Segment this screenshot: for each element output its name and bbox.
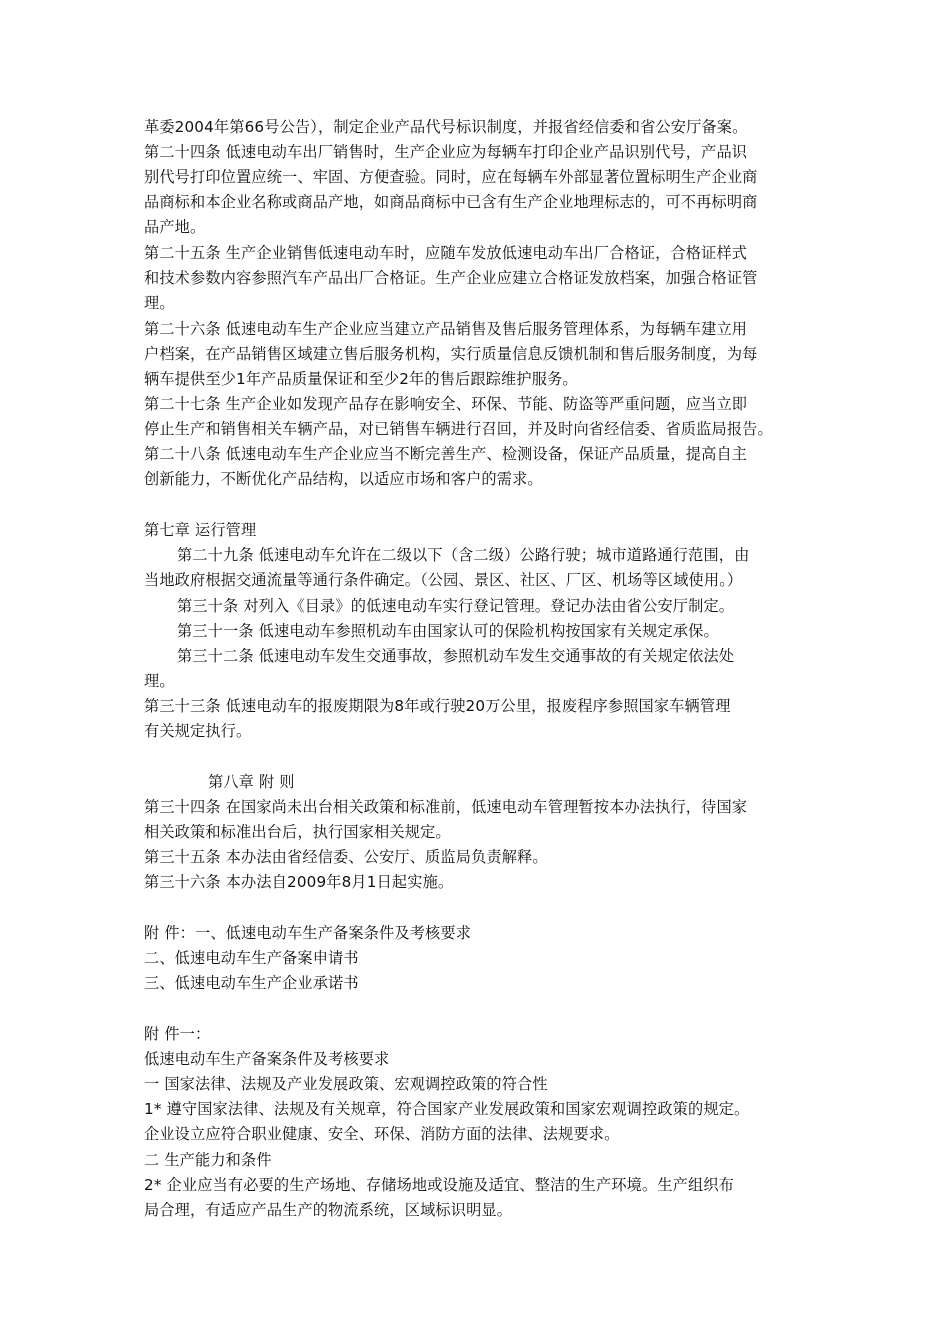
text-line: 品产地。 xyxy=(144,218,206,236)
article-32-heading: 第三十二条 低速电动车发生交通事故，参照机动车发生交通事故的有关规定依法处 xyxy=(177,647,735,665)
attachment-item: 二、低速电动车生产备案申请书 xyxy=(144,949,359,967)
requirement-item: 1* 遵守国家法律、法规及有关规章，符合国家产业发展政策和国家宏观调控政策的规定。 xyxy=(144,1100,750,1118)
text-line: 和技术参数内容参照汽车产品出厂合格证。生产企业应建立合格证发放档案，加强合格证管 xyxy=(144,269,758,287)
text-line: 户档案，在产品销售区域建立售后服务机构，实行质量信息反馈机制和售后服务制度，为每 xyxy=(144,345,758,363)
article-34-heading: 第三十四条 在国家尚未出台相关政策和标准前，低速电动车管理暂按本办法执行，待国家 xyxy=(144,798,748,816)
article-26-heading: 第二十六条 低速电动车生产企业应当建立产品销售及售后服务管理体系，为每辆车建立用 xyxy=(144,320,748,338)
text-line: 企业设立应符合职业健康、安全、环保、消防方面的法律、法规要求。 xyxy=(144,1125,620,1143)
article-31-heading: 第三十一条 低速电动车参照机动车由国家认可的保险机构按国家有关规定承保。 xyxy=(177,622,719,640)
article-29-heading: 第二十九条 低速电动车允许在二级以下（含二级）公路行驶；城市道路通行范围，由 xyxy=(177,546,750,564)
text-line: 理。 xyxy=(144,294,175,312)
text-line: 停止生产和销售相关车辆产品，对已销售车辆进行召回，并及时向省经信委、省质监局报告。 xyxy=(144,420,773,438)
article-27-heading: 第二十七条 生产企业如发现产品存在影响安全、环保、节能、防盗等严重问题，应当立即 xyxy=(144,395,748,413)
text-line: 辆车提供至少1年产品质量保证和至少2年的售后跟踪维护服务。 xyxy=(144,370,578,388)
text-line: 创新能力，不断优化产品结构，以适应市场和客户的需求。 xyxy=(144,470,543,488)
text-line: 品商标和本企业名称或商品产地，如商品商标中已含有生产企业地理标志的，可不再标明商 xyxy=(144,193,758,211)
text-line: 有关规定执行。 xyxy=(144,722,252,740)
article-28-heading: 第二十八条 低速电动车生产企业应当不断完善生产、检测设备，保证产品质量，提高自主 xyxy=(144,445,748,463)
article-24-heading: 第二十四条 低速电动车出厂销售时，生产企业应为每辆车打印企业产品识别代号，产品识 xyxy=(144,143,748,161)
attachment-1-heading: 附 件一： xyxy=(144,1025,211,1043)
text-line: 当地政府根据交通流量等通行条件确定。（公园、景区、社区、厂区、机场等区域使用。） xyxy=(144,571,743,589)
attachment-item: 三、低速电动车生产企业承诺书 xyxy=(144,974,359,992)
article-30-heading: 第三十条 对列入《目录》的低速电动车实行登记管理。登记办法由省公安厅制定。 xyxy=(177,597,735,615)
attachments-list-heading: 附 件：一、低速电动车生产备案条件及考核要求 xyxy=(144,924,472,942)
section-2-heading: 二 生产能力和条件 xyxy=(144,1151,272,1169)
article-25-heading: 第二十五条 生产企业销售低速电动车时，应随车发放低速电动车出厂合格证，合格证样式 xyxy=(144,244,748,262)
requirement-item: 2* 企业应当有必要的生产场地、存储场地或设施及适宜、整洁的生产环境。生产组织布 xyxy=(144,1176,735,1194)
text-line: 局合理，有适应产品生产的物流系统，区域标识明显。 xyxy=(144,1201,513,1219)
chapter-7-heading: 第七章 运行管理 xyxy=(144,521,257,539)
article-33-heading: 第三十三条 低速电动车的报废期限为8年或行驶20万公里，报废程序参照国家车辆管理 xyxy=(144,697,731,715)
text-line: 理。 xyxy=(144,672,175,690)
text-line: 相关政策和标准出台后，执行国家相关规定。 xyxy=(144,823,451,841)
article-35-heading: 第三十五条 本办法由省经信委、公安厅、质监局负责解释。 xyxy=(144,848,548,866)
attachment-1-title: 低速电动车生产备案条件及考核要求 xyxy=(144,1050,390,1068)
article-36-heading: 第三十六条 本办法自2009年8月1日起实施。 xyxy=(144,873,454,891)
text-line: 别代号打印位置应统一、牢固、方便查验。同时，应在每辆车外部显著位置标明生产企业商 xyxy=(144,168,758,186)
section-1-heading: 一 国家法律、法规及产业发展政策、宏观调控政策的符合性 xyxy=(144,1075,548,1093)
chapter-8-heading: 第八章 附 则 xyxy=(208,773,295,791)
text-line: 革委2004年第66号公告），制定企业产品代号标识制度，并报省经信委和省公安厅备案。 xyxy=(144,118,748,136)
